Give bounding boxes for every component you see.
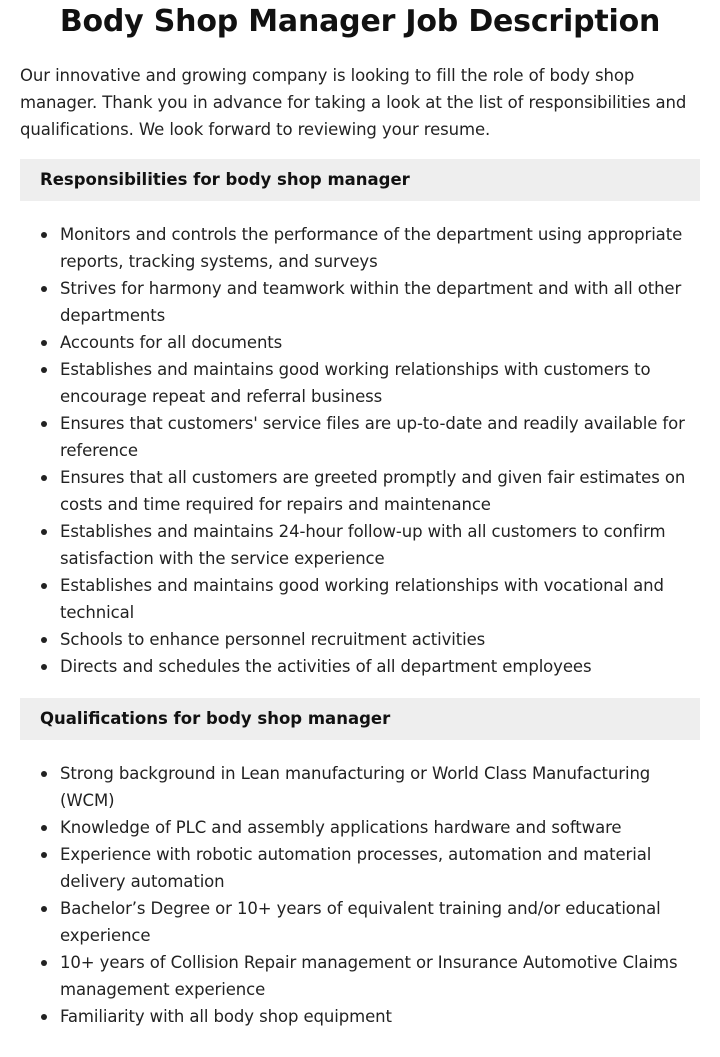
list-item-text: Ensures that customers' service files are up-to-date and readily available for reference <box>60 414 685 460</box>
bullet-icon <box>41 825 47 831</box>
list-item-text: Schools to enhance personnel recruitment activities <box>60 630 486 649</box>
list-item-text: 10+ years of Collision Repair management or Insurance Automotive Claims management experience <box>60 953 678 999</box>
list-item <box>20 221 700 275</box>
list-item-text: Establishes and maintains good working relationships with vocational and technical <box>60 576 664 622</box>
bullet-icon <box>41 286 47 292</box>
bullet-icon <box>41 421 47 427</box>
bullet-icon <box>41 906 47 912</box>
list-item-text: Directs and schedules the activities of all department employees <box>60 657 592 676</box>
list-item <box>20 329 700 356</box>
bullet-icon <box>41 367 47 373</box>
list-item <box>20 1003 700 1030</box>
list-item-text: Monitors and controls the performance of the department using appropriate reports, tracking systems, and surveys <box>60 225 683 271</box>
list-item <box>20 572 700 626</box>
list-item-text: Experience with robotic automation processes, automation and material delivery automation <box>60 845 652 891</box>
bullet-icon <box>41 771 47 777</box>
list-item-text: Familiarity with all body shop equipment <box>60 1007 392 1026</box>
bullet-icon <box>41 637 47 643</box>
list-item <box>20 814 700 841</box>
list-item-text: Strives for harmony and teamwork within the department and with all other departments <box>60 279 682 325</box>
list-item <box>20 949 700 1003</box>
list-item <box>20 410 700 464</box>
qualifications-list <box>20 760 700 1030</box>
responsibilities-list <box>20 221 700 680</box>
list-item <box>20 841 700 895</box>
list-item <box>20 275 700 329</box>
list-item-text: Bachelor’s Degree or 10+ years of equivalent training and/or educational experience <box>60 899 661 945</box>
qualifications-heading: Qualifications for body shop manager <box>20 698 700 740</box>
list-item <box>20 464 700 518</box>
list-item-text: Accounts for all documents <box>60 333 283 352</box>
intro-paragraph: Our innovative and growing company is looking to fill the role of body shop manager. Thank you in advance for taking a look at the list of responsibilities and qualifications. We look forward to reviewing your resume. <box>20 66 687 139</box>
bullet-icon <box>41 475 47 481</box>
list-item <box>20 626 700 653</box>
bullet-icon <box>41 852 47 858</box>
list-item-text: Knowledge of PLC and assembly applications hardware and software <box>60 818 622 837</box>
page-title: Body Shop Manager Job Description <box>59 4 661 39</box>
responsibilities-heading: Responsibilities for body shop manager <box>20 159 700 201</box>
bullet-icon <box>41 340 47 346</box>
bullet-icon <box>41 1014 47 1020</box>
list-item <box>20 760 700 814</box>
bullet-icon <box>41 960 47 966</box>
list-item-text: Ensures that all customers are greeted promptly and given fair estimates on costs and time required for repairs and maintenance <box>60 468 686 514</box>
list-item <box>20 895 700 949</box>
bullet-icon <box>41 232 47 238</box>
bullet-icon <box>41 529 47 535</box>
list-item-text: Establishes and maintains good working relationships with customers to encourage repeat and referral business <box>60 360 651 406</box>
list-item <box>20 518 700 572</box>
bullet-icon <box>41 583 47 589</box>
list-item-text: Establishes and maintains 24-hour follow-up with all customers to confirm satisfaction with the service experience <box>60 522 666 568</box>
bullet-icon <box>41 664 47 670</box>
list-item <box>20 356 700 410</box>
list-item <box>20 653 700 680</box>
list-item-text: Strong background in Lean manufacturing or World Class Manufacturing (WCM) <box>60 764 651 810</box>
